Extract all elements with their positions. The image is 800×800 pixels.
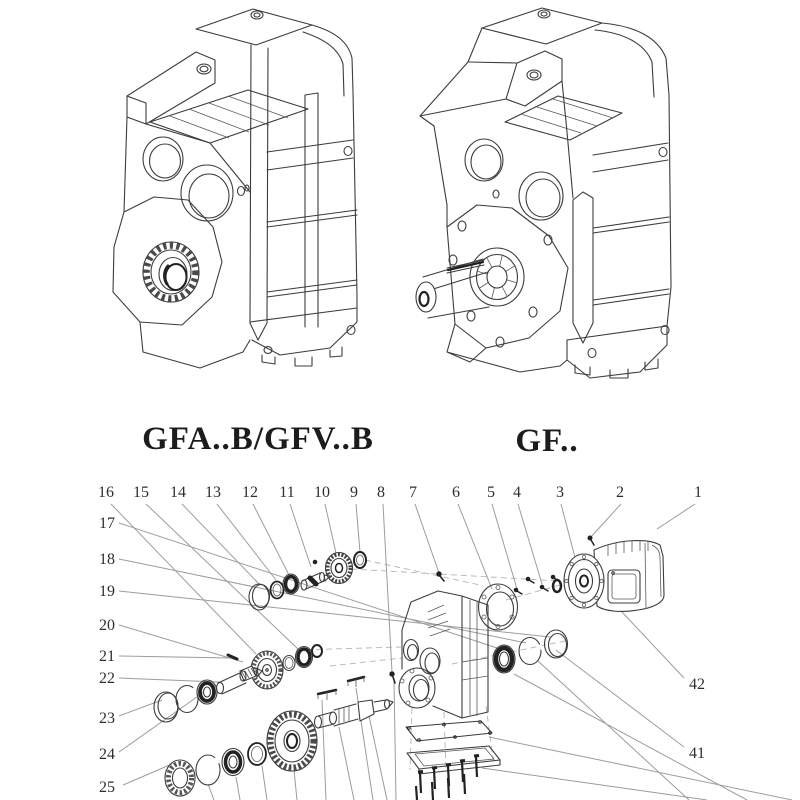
callout-23: 23 [99, 710, 115, 727]
callout-4: 4 [513, 484, 521, 501]
gearbox-drawing-gfab [113, 9, 357, 368]
callout-5: 5 [487, 484, 495, 501]
callout-20: 20 [99, 617, 115, 634]
callout-21: 21 [99, 648, 115, 665]
part-lower-bearing-row [165, 743, 266, 796]
exploded-view [98, 484, 792, 800]
part-input-gear-train [249, 552, 366, 610]
callout-10: 10 [314, 484, 330, 501]
callout-7: 7 [409, 484, 417, 501]
callout-15: 15 [133, 484, 149, 501]
part-output-gear [267, 711, 317, 771]
caption-gfab: GFA..B/GFV..B [142, 421, 374, 457]
callout-8: 8 [377, 484, 385, 501]
part-bolts [313, 536, 594, 683]
callout-42: 42 [689, 676, 705, 693]
part-snap-ring-output [519, 638, 543, 665]
callout-17: 17 [99, 515, 115, 532]
callout-41: 41 [689, 745, 705, 762]
callout-2: 2 [616, 484, 624, 501]
part-gasket-and-cover [406, 721, 500, 800]
part-intermediate-gear-train [217, 645, 323, 694]
callout-24: 24 [99, 746, 115, 763]
callout-14: 14 [170, 484, 186, 501]
assembly-axis-lines [296, 560, 565, 772]
callout-19: 19 [99, 583, 115, 600]
callout-3: 3 [556, 484, 564, 501]
callout-1: 1 [694, 484, 702, 501]
callout-13: 13 [205, 484, 221, 501]
caption-gf: GF.. [515, 423, 579, 459]
part-seal-ring-output [545, 630, 568, 658]
callout-9: 9 [350, 484, 358, 501]
part-keys-and-shaft [315, 677, 394, 728]
callout-6: 6 [452, 484, 460, 501]
part-seal-bearing-row [154, 680, 217, 722]
callout-22: 22 [99, 670, 115, 687]
callout-11: 11 [279, 484, 295, 501]
callout-25: 25 [99, 779, 115, 796]
part-output-bearing [493, 645, 515, 673]
callout-18: 18 [99, 551, 115, 568]
part-housing [399, 591, 488, 718]
part-motor [553, 541, 664, 612]
gearbox-drawing-gf [416, 8, 671, 378]
callout-16: 16 [98, 484, 114, 501]
part-flange-ring [479, 584, 518, 630]
callout-12: 12 [242, 484, 258, 501]
